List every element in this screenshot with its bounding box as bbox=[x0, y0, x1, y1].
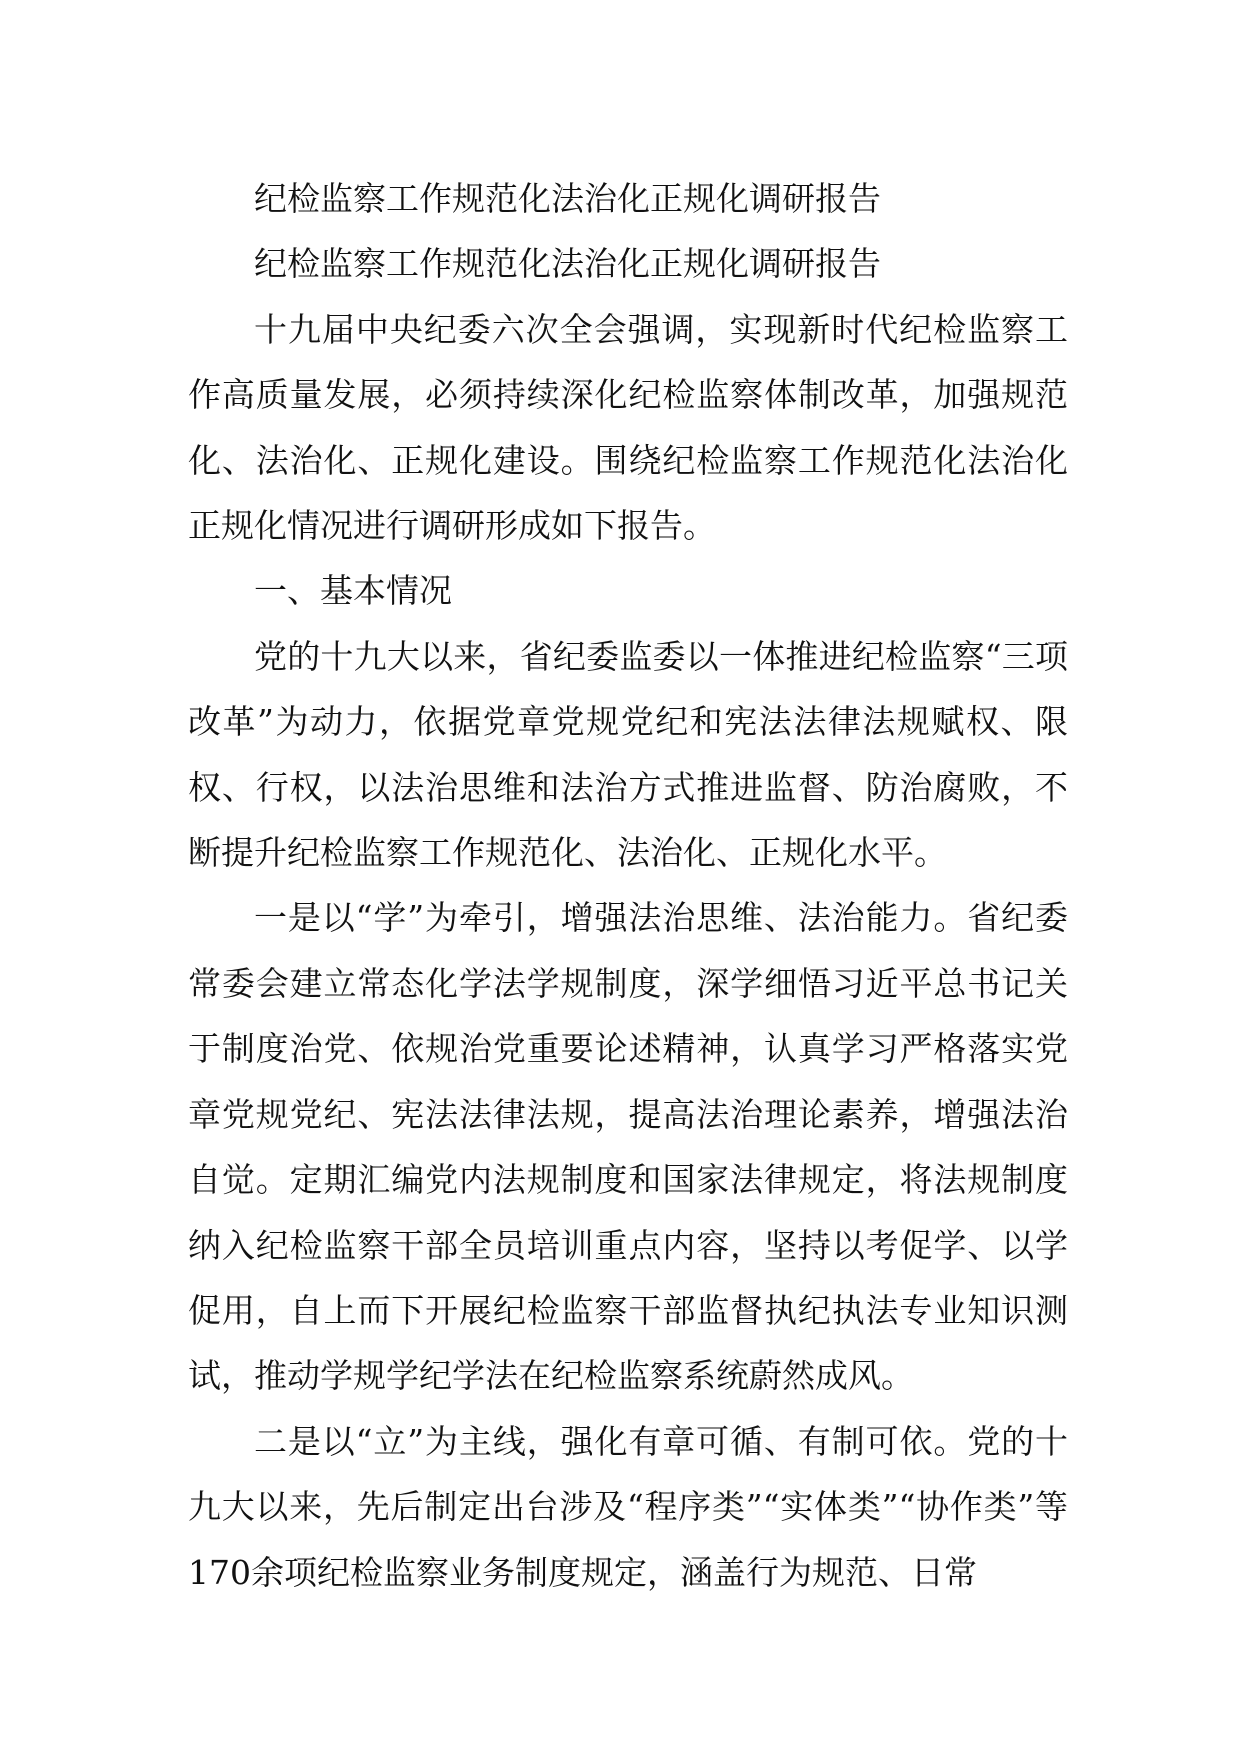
document-body bbox=[188, 166, 1068, 1605]
paragraph-point-two: 二是以“立”为主线，强化有章可循、有制可依。党的十九大以来，先后制定出台涉及“程序类”“实体类”“协作类”等170余项纪检监察业务制度规定，涵盖行为规范、日常 bbox=[188, 1421, 1068, 1592]
paragraph-point-one: 一是以“学”为牵引，增强法治思维、法治能力。省纪委常委会建立常态化学法学规制度，深学细悟习近平总书记关于制度治党、依规治党重要论述精神，认真学习严格落实党章党规党纪、宪法法律法规，提高法治理论素养，增强法治自觉。定期汇编党内法规制度和国家法律规定，将法规制度纳入纪检监察干部全员培训重点内容，坚持以考促学、以学促用，自上而下开展纪检监察干部监督执纪执法专业知识测试，推动学规学纪学法在纪检监察系统蔚然成风。 bbox=[188, 898, 1068, 1396]
document-subtitle: 纪检监察工作规范化法治化正规化调研报告 bbox=[254, 244, 881, 284]
section-heading-basic-situation: 一、基本情况 bbox=[254, 571, 452, 611]
paragraph-intro: 十九届中央纪委六次全会强调，实现新时代纪检监察工作高质量发展，必须持续深化纪检监察体制改革，加强规范化、法治化、正规化建设。围绕纪检监察工作规范化法治化正规化情况进行调研形成如下报告。 bbox=[188, 309, 1068, 546]
document-title: 纪检监察工作规范化法治化正规化调研报告 bbox=[254, 179, 881, 218]
paragraph-overview: 党的十九大以来，省纪委监委以一体推进纪检监察“三项改革”为动力，依据党章党规党纪和宪法法律法规赋权、限权、行权，以法治思维和法治方式推进监督、防治腐败，不断提升纪检监察工作规范化、法治化、正规化水平。 bbox=[188, 636, 1068, 873]
